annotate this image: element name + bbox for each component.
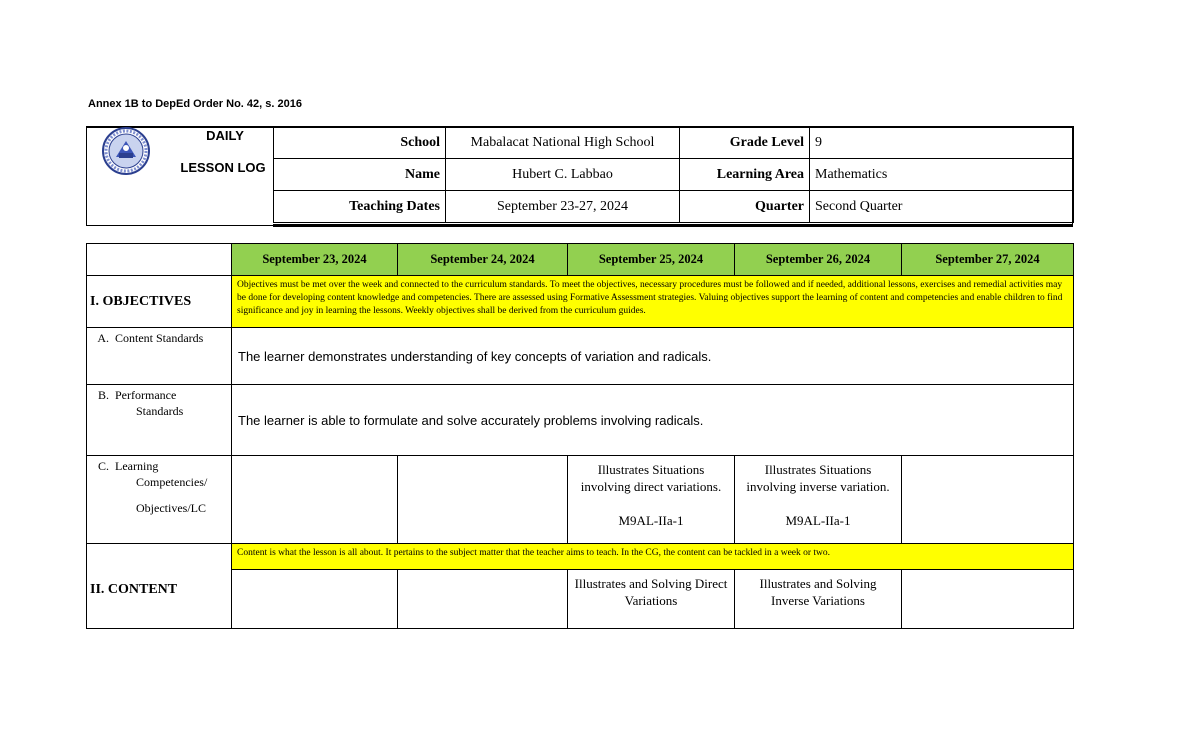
document-title-line1: DAILY [206,128,244,143]
content-standards-row [87,328,1074,385]
grade-level-label: Grade Level [680,127,810,159]
competency-text: Illustrates Situations [764,462,872,477]
performance-standards-text: The learner is able to formulate and solve accurately problems involving radicals. [232,385,1074,456]
header-table [273,126,1074,223]
content-cell-day5 [902,570,1074,629]
lesson-log-table [86,243,1074,629]
header-divider [273,224,1073,227]
day-header-row [87,244,1074,276]
learning-area-value: Mathematics [810,159,1074,191]
performance-standards-label-cont: Standards [136,404,184,418]
learning-area-label: Learning Area [680,159,810,191]
competency-code: M9AL-IIa-1 [618,513,684,528]
quarter-label: Quarter [680,191,810,223]
content-cell-day3 [568,570,735,629]
content-text: Variations [624,593,678,608]
name-value: Hubert C. Labbao [446,159,680,191]
school-label: School [274,127,446,159]
teaching-dates-value: September 23-27, 2024 [446,191,680,223]
content-text: Illustrates and Solving Direct [574,576,728,591]
competency-cell-day1 [232,456,398,544]
competencies-label-cont: Competencies/ [136,475,208,489]
objectives-note: Objectives must be met over the week and connected to the curriculum standards. To meet the objectives, necessary procedures must be followed and if needed, additional lessons, exercises and remedial activities may be done for developing content knowledge and competencies. There are assessed using Formative Assessment strategies. Valuing objectives support the learning of content and competencies and enable children to find significance and joy in learning the lessons. Weekly objectives shall be derived from the curriculum guides. [232,276,1074,328]
grade-level-value: 9 [810,127,1074,159]
name-label: Name [274,159,446,191]
content-note: Content is what the lesson is all about. It pertains to the subject matter that the teacher aims to teach. In the CG, the content can be tackled in a week or two. [232,544,1074,570]
objectives-heading: I. OBJECTIVES [87,276,232,328]
item-letter: A. [97,331,109,345]
school-value: Mabalacat National High School [446,127,680,159]
competencies-row [87,456,1074,544]
content-note-row [87,544,1074,570]
competency-code: M9AL-IIa-1 [785,513,851,528]
content-text: Illustrates and Solving [759,576,877,591]
competency-text: involving inverse variation. [746,479,890,494]
competency-cell-day2 [398,456,568,544]
competencies-label-objectives: Objectives/LC [136,501,206,515]
document-title-line2: LESSON LOG [180,160,266,175]
competency-cell-day4 [735,456,902,544]
competency-text: Illustrates Situations [597,462,705,477]
content-cell-day1 [232,570,398,629]
teaching-dates-label: Teaching Dates [274,191,446,223]
competency-cell-day3 [568,456,735,544]
competency-text: involving direct variations. [580,479,722,494]
content-standards-text: The learner demonstrates understanding of key concepts of variation and radicals. [232,328,1074,385]
competency-cell-day5 [902,456,1074,544]
content-cell-day2 [398,570,568,629]
day-header: September 27, 2024 [902,244,1074,276]
item-letter: C. [97,459,109,473]
content-row [87,570,1074,629]
content-text: Inverse Variations [771,593,865,608]
quarter-value: Second Quarter [810,191,1074,223]
competencies-label: Learning [115,459,159,473]
item-letter: B. [97,388,109,402]
deped-seal-icon [102,127,150,175]
performance-standards-label: Performance [115,388,177,402]
content-cell-day4 [735,570,902,629]
content-heading: II. CONTENT [87,544,232,629]
performance-standards-row [87,385,1074,456]
content-standards-label: Content Standards [115,331,204,345]
objectives-row [87,276,1074,328]
competencies-label-cell [87,456,232,544]
annex-reference: Annex 1B to DepEd Order No. 42, s. 2016 [88,98,302,110]
day-header: September 23, 2024 [232,244,398,276]
content-standards-label-cell [87,328,232,385]
performance-standards-label-cell [87,385,232,456]
day-header: September 26, 2024 [735,244,902,276]
day-header: September 24, 2024 [398,244,568,276]
day-header: September 25, 2024 [568,244,735,276]
blank-header-cell [87,244,232,276]
